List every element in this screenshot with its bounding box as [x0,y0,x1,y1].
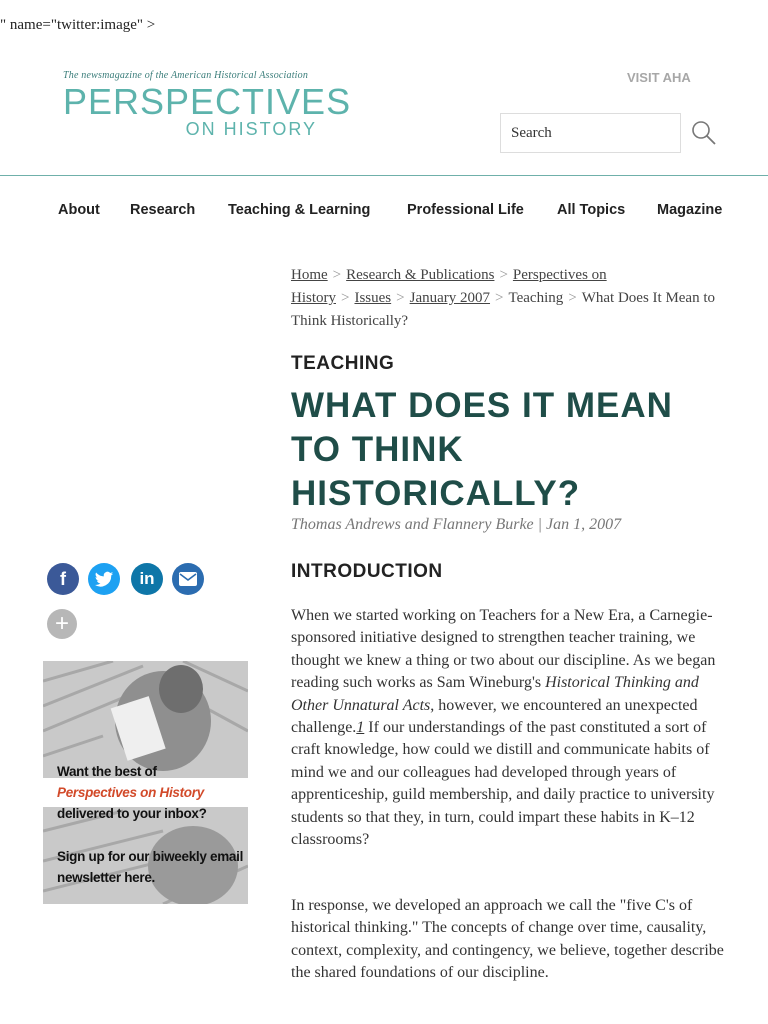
article-paragraph-1 [291,605,726,851]
breadcrumb-research-publications[interactable]: Research & Publications [346,267,495,283]
breadcrumb-separator: > [332,267,342,283]
breadcrumb-separator: > [499,267,508,283]
breadcrumb-separator: > [495,290,504,306]
visit-aha-link[interactable]: VISIT AHA [627,70,691,85]
breadcrumb-issues[interactable]: Issues [354,290,392,306]
ad-line-4: Sign up for our biweekly email [57,849,244,864]
article-title: WHAT DOES IT MEAN TO THINK HISTORICALLY? [291,386,673,513]
facebook-icon: f [60,568,66,589]
search-icon [690,119,718,147]
article-kicker[interactable]: TEACHING [291,353,395,374]
logo-tagline: The newsmagazine of the American Historical Association [63,70,309,81]
breadcrumb-separator: > [396,290,405,306]
paragraph-text: If our understandings of the past constituted a sort of craft knowledge, how could we distill and communicate habits of mind we and our colleagues had developed through years of apprenticeship, guild membership, and daily practice to university students so that they, in turn, could impart these habits in K–12 classrooms? [291,719,715,849]
search-button[interactable] [690,119,718,147]
footnote-link[interactable]: 1 [356,719,365,737]
breadcrumb [291,264,731,333]
section-heading: INTRODUCTION [291,561,443,582]
ad-line-5: newsletter here. [57,870,155,885]
nav-item-all-topics[interactable]: All Topics [557,202,626,218]
header-divider [0,175,768,176]
nav-item-about[interactable]: About [58,202,100,218]
nav-item-professional-life[interactable]: Professional Life [407,202,524,218]
newsletter-signup-ad[interactable] [43,661,248,904]
facebook-share-button[interactable] [47,563,79,595]
email-share-button[interactable] [172,563,204,595]
nav-item-magazine[interactable]: Magazine [657,202,723,218]
ad-line-3: delivered to your inbox? [57,806,207,821]
article-paragraph-2: In response, we developed an approach we call the "five C's of historical thinking." The concepts of change over time, causality, context, complexity, and contingency, we believe, together describe the shared foundations of our discipline. [291,897,724,982]
breadcrumb-teaching: Teaching [508,290,564,306]
more-share-button[interactable]: + [47,609,77,639]
paragraph-text: When we started working on Teachers for a New Era, a Carnegie-sponsored initiative designed to strengthen teacher training, we thought we knew a thing or two about our discipline. As we began reading such works as Sam Wineburg's [291,607,716,692]
ad-line-2: Perspectives on History [57,785,204,800]
nav-item-teaching-learning[interactable]: Teaching & Learning [228,202,371,218]
twitter-icon [94,569,114,589]
logo-main: PERSPECTIVES [63,81,352,122]
search-input[interactable] [500,113,681,153]
book-title: Historical Thinking and Other Unnatural Acts [291,674,699,714]
site-logo[interactable] [63,70,352,139]
breadcrumb-perspectives[interactable]: Perspectives on History [291,267,607,306]
ad-line-1: Want the best of [57,764,157,779]
breadcrumb-home[interactable]: Home [291,267,328,283]
nav-item-research[interactable]: Research [130,202,196,218]
article-byline: Thomas Andrews and Flannery Burke | Jan 1, 2007 [291,516,622,533]
breadcrumb-separator: > [568,290,577,306]
breadcrumb-separator: > [341,290,350,306]
email-icon [178,571,198,587]
stray-meta-text: " name="twitter:image" > [0,17,156,33]
paragraph-text: , however, we encountered an unexpected challenge. [291,696,698,737]
logo-sub: ON HISTORY [185,119,317,139]
twitter-share-button[interactable] [88,563,120,595]
breadcrumb-january-2007[interactable]: January 2007 [409,290,491,306]
breadcrumb-current: What Does It Mean to Think Historically? [291,290,716,329]
linkedin-share-button[interactable] [131,563,163,595]
linkedin-icon: in [139,569,155,588]
